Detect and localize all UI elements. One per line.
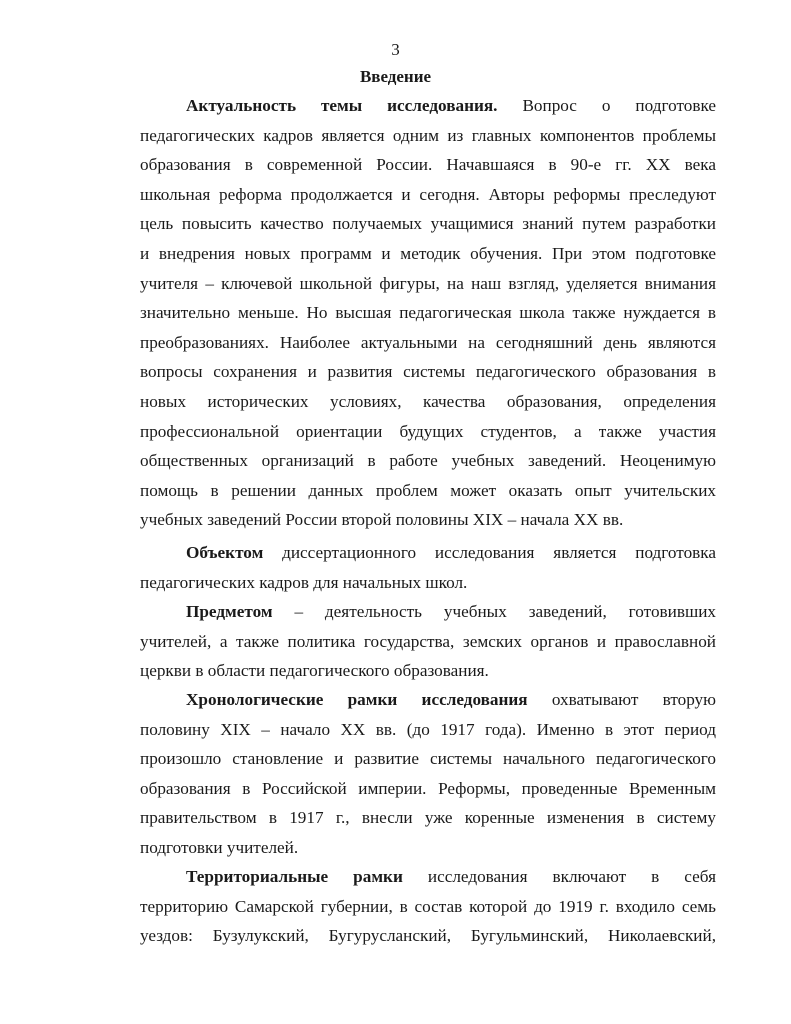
paragraph-chronology (140, 685, 716, 863)
chronology-lead: Хронологические рамки исследования (186, 690, 528, 709)
paragraph-line: и внедрения новых программ и методик обучения. При этом подготовке (140, 243, 716, 263)
page-number: 3 (391, 40, 400, 59)
territory-lead: Территориальные рамки (186, 867, 403, 886)
relevance-lead: Актуальность темы исследования. (186, 96, 498, 115)
paragraph-line: учителя – ключевой школьной фигуры, на наш взгляд, уделяется внимания (140, 273, 716, 293)
paragraph-line: общественных организаций в работе учебных заведений. Неоценимую (140, 451, 716, 471)
paragraph-line: учебных заведений России второй половины XIX – начала XX вв. (140, 510, 624, 530)
paragraph-line: образования в Российской империи. Реформы, проведенные Временным (140, 778, 716, 798)
paragraph-line: половину XIX – начало XX вв. (до 1917 года). Именно в этот период (140, 719, 716, 739)
paragraph-line: Объектом диссертационного исследования является подготовка (186, 543, 716, 562)
paragraph-line: территорию Самарской губернии, в состав которой до 1919 г. входило семь (140, 896, 716, 916)
paragraph-line: образования в современной России. Начавшаяся в 90-е гг. XX века (140, 155, 716, 175)
paragraph-line: цель повысить качество получаемых учащимися знаний путем разработки (140, 214, 716, 234)
paragraph-line: правительством в 1917 г., внесли уже коренные изменения в систему (140, 808, 716, 828)
paragraph-line: новых исторических условиях, качества образования, определения (140, 391, 716, 411)
paragraph-line: помощь в решении данных проблем может оказать опыт учительских (140, 480, 716, 500)
paragraph-line: профессиональной ориентации будущих студентов, а также участия (140, 421, 716, 441)
paragraph-line: Территориальные рамки исследования включают в себя (186, 867, 716, 886)
subject-lead: Предметом (186, 602, 273, 621)
paragraph-line: педагогических кадров для начальных школ. (140, 572, 468, 592)
paragraph-line: Актуальность темы исследования. Вопрос о подготовке (186, 96, 716, 115)
paragraph-subject (140, 597, 716, 686)
object-lead: Объектом (186, 543, 264, 562)
paragraph-line: значительно меньше. Но высшая педагогическая школа также нуждается в (140, 303, 716, 323)
paragraph-object (140, 538, 716, 597)
section-heading: Введение (359, 67, 432, 86)
paragraph-line: школьная реформа продолжается и сегодня. Авторы реформы преследуют (140, 184, 716, 204)
paragraph-line: произошло становление и развитие системы начального педагогического (140, 749, 716, 769)
paragraph-line: педагогических кадров является одним из главных компонентов проблемы (140, 125, 716, 145)
paragraph-territory (140, 862, 716, 951)
paragraph-line: Хронологические рамки исследования охватывают вторую (186, 690, 716, 709)
paragraph-line: уездов: Бузулукский, Бугурусланский, Бугульминский, Николаевский, (140, 926, 716, 946)
paragraph-relevance (140, 91, 716, 535)
paragraph-line: преобразованиях. Наиболее актуальными на сегодняшний день являются (140, 332, 716, 352)
paragraph-line: учителей, а также политика государства, земских органов и православной (140, 631, 716, 651)
paragraph-line: церкви в области педагогического образования. (140, 661, 489, 681)
paragraph-line: Предметом – деятельность учебных заведений, готовивших (186, 602, 716, 621)
paragraph-line: подготовки учителей. (140, 837, 299, 857)
paragraph-line: вопросы сохранения и развития системы педагогического образования в (140, 362, 716, 382)
